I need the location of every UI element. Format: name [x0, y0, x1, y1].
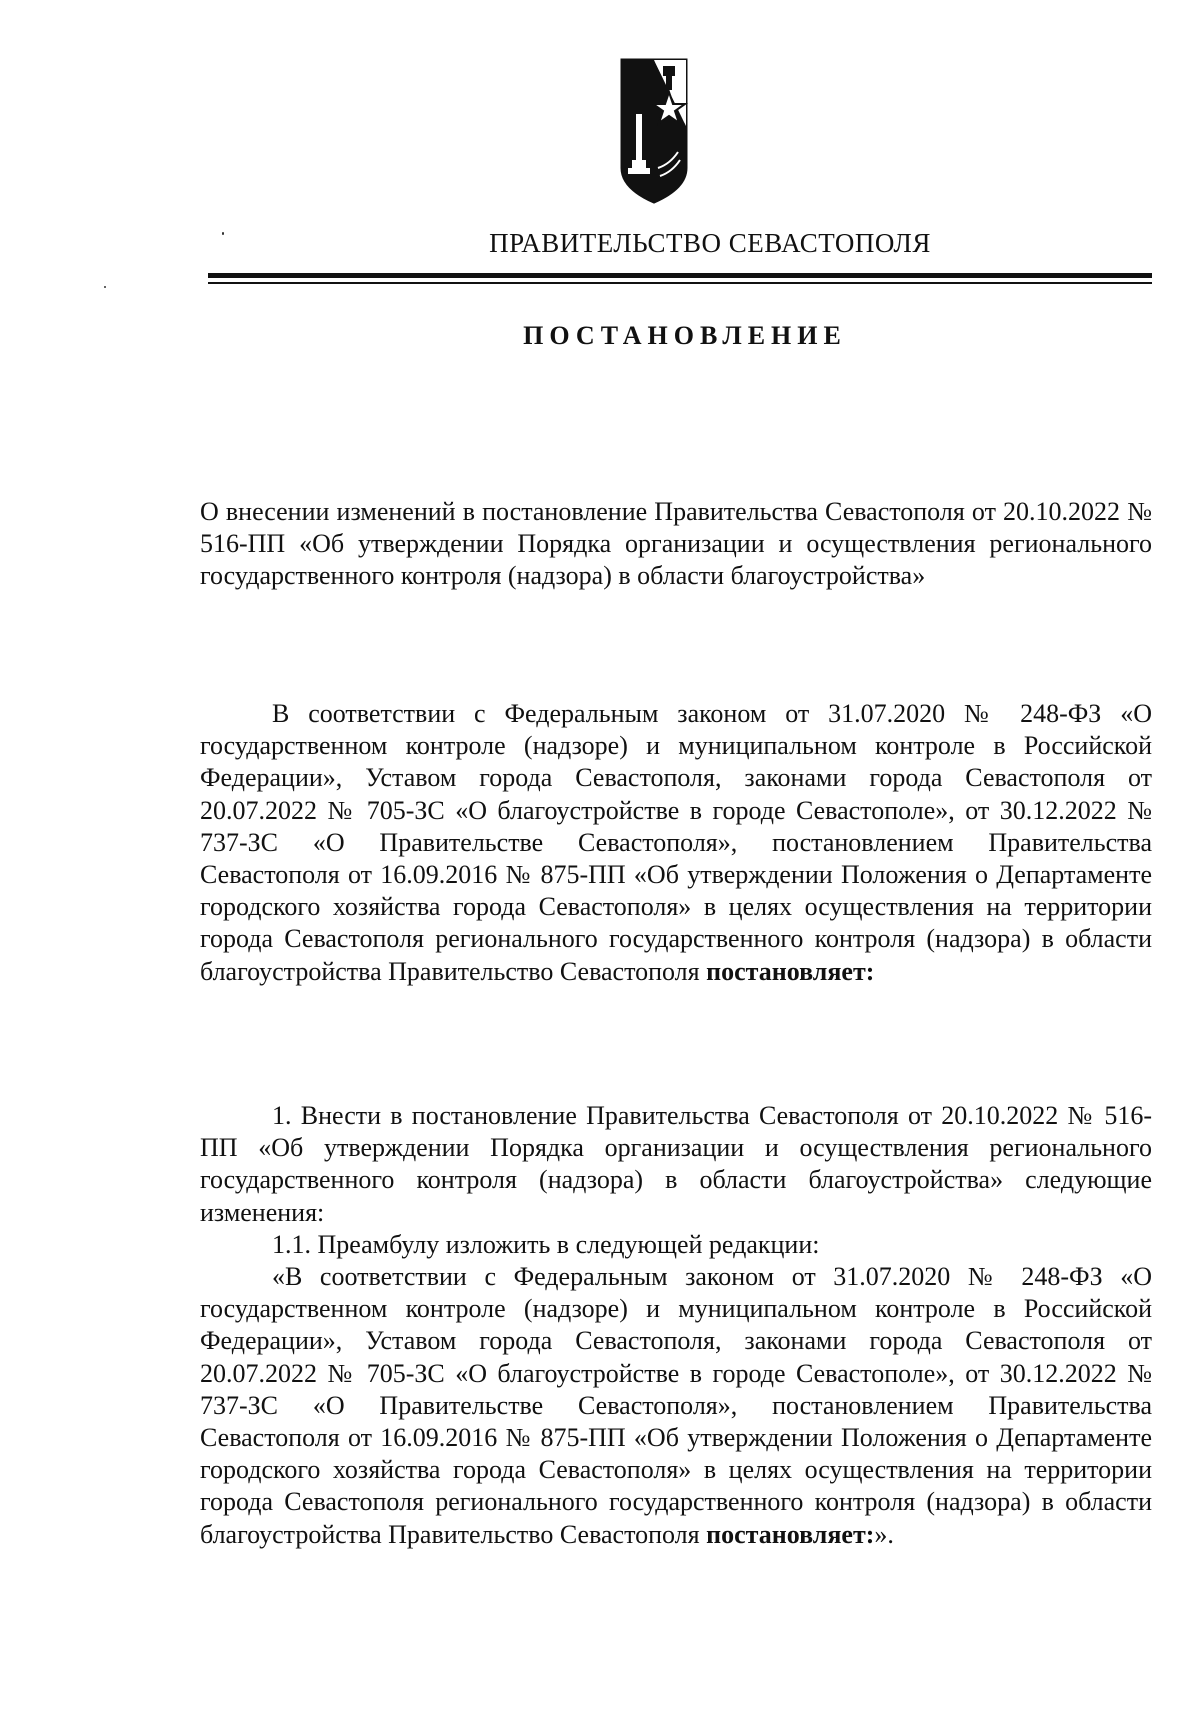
document-subject: О внесении изменений в постановление Правительства Севастополя от 20.10.2022 № 516-ПП «Об утверждении Порядка организации и осуществления регионального государственного контроля (надзора) в области благоустройства»: [200, 497, 1152, 591]
organization-title: ПРАВИТЕЛЬСТВО СЕВАСТОПОЛЯ: [489, 228, 931, 258]
coat-of-arms-icon: [618, 56, 690, 206]
header-rule-thick: [208, 273, 1152, 278]
preamble-keyword: постановляет:: [706, 956, 875, 986]
quoted-preamble-text: «В соответствии с Федеральным законом от 31.07.2020 № 248-ФЗ «О государственном контроле (надзоре) и муниципальном контроле в Российской Федерации», Уставом города Севастополя, законами города Севастополя от 20.07.2022 № 705-ЗС «О благоустройстве в городе Севастополе», от 30.12.2022 № 737-ЗС «О Правительстве Севастополя», постановлением Правительства Севастополя от 16.09.2016 № 875-ПП «Об утверждении Положения о Департаменте городского хозяйства города Севастополя» в целях осуществления на территории города Севастополя регионального государственного контроля (надзора) в области благоустройства Правительство Севастополя: [200, 1262, 1152, 1549]
quoted-preamble: [200, 1261, 1152, 1551]
header-rule-thin: [208, 282, 1152, 284]
scan-speck: [222, 232, 224, 235]
preamble: [200, 698, 1152, 988]
scan-speck: [104, 286, 106, 288]
quoted-preamble-keyword: постановляет:: [706, 1519, 875, 1549]
preamble-text: В соответствии с Федеральным законом от 31.07.2020 № 248-ФЗ «О государственном контроле (надзоре) и муниципальном контроле в Российской Федерации», Уставом города Севастополя, законами города Севастополя от 20.07.2022 № 705-ЗС «О благоустройстве в городе Севастополе», от 30.12.2022 № 737-ЗС «О Правительстве Севастополя», постановлением Правительства Севастополя от 16.09.2016 № 875-ПП «Об утверждении Положения о Департаменте городского хозяйства города Севастополя» в целях осуществления на территории города Севастополя регионального государственного контроля (надзора) в области благоустройства Правительство Севастополя: [200, 699, 1152, 986]
clauses: [200, 1100, 1152, 1551]
clause-1-1: 1.1. Преамбулу изложить в следующей редакции:: [272, 1229, 820, 1259]
clause-1: 1. Внести в постановление Правительства Севастополя от 20.10.2022 № 516-ПП «Об утверждении Порядка организации и осуществления регионального государственного контроля (надзора) в области благоустройства» следующие изменения:: [200, 1101, 1152, 1227]
document-type: ПОСТАНОВЛЕНИЕ: [523, 321, 847, 350]
quoted-preamble-closing: ».: [874, 1519, 894, 1549]
